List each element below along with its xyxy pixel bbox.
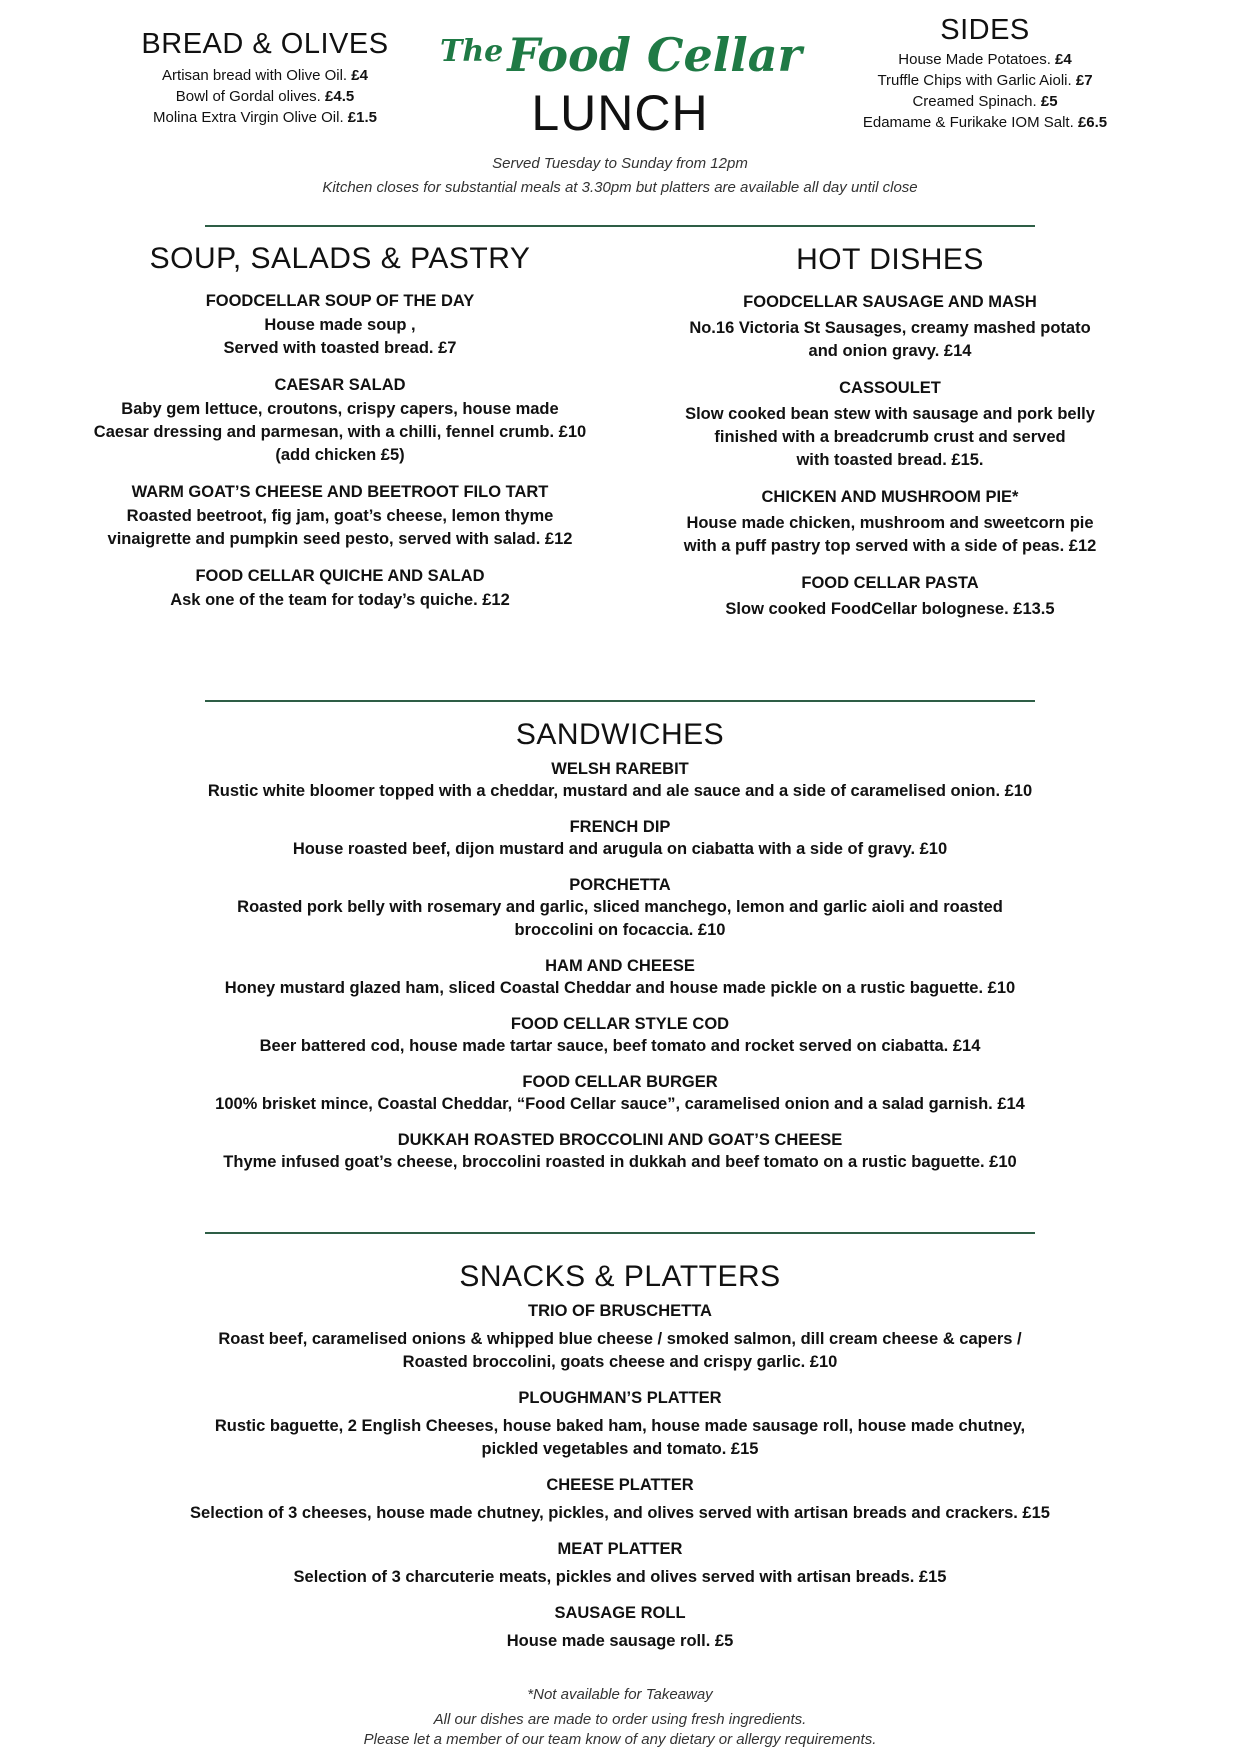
menu-item-description: Beer battered cod, house made tartar sauce, beef tomato and rocket served on ciabatta. £14 bbox=[259, 1037, 981, 1055]
menu-item-name: PORCHETTA bbox=[569, 876, 671, 894]
menu-item-description: Served with toasted bread. £7 bbox=[223, 339, 457, 357]
menu-item-description: Thyme infused goat’s cheese, broccolini roasted in dukkah and beef tomato on a rustic baguette. £10 bbox=[223, 1153, 1017, 1171]
snacks-section bbox=[60, 1260, 1180, 1666]
menu-item bbox=[60, 1071, 1180, 1116]
menu-item-name: FRENCH DIP bbox=[569, 818, 671, 836]
menu-item bbox=[60, 1013, 1180, 1058]
menu-item-name: CAESAR SALAD bbox=[274, 376, 406, 394]
menu-item-name: WELSH RAREBIT bbox=[551, 760, 689, 778]
menu-item-name: CHEESE PLATTER bbox=[546, 1476, 694, 1494]
menu-item-description: House roasted beef, dijon mustard and arugula on ciabatta with a side of gravy. £10 bbox=[292, 840, 948, 858]
sides-item: Creamed Spinach. £5 bbox=[912, 93, 1058, 110]
menu-item bbox=[60, 758, 1180, 803]
menu-item-name: FOOD CELLAR STYLE COD bbox=[510, 1015, 730, 1033]
menu-item-description: 100% brisket mince, Coastal Cheddar, “Food Cellar sauce”, caramelised onion and a salad garnish. £14 bbox=[215, 1095, 1025, 1113]
menu-item-name: PLOUGHMAN’S PLATTER bbox=[518, 1389, 722, 1407]
snacks-list bbox=[60, 1300, 1180, 1653]
hot-dishes-section bbox=[610, 243, 1170, 635]
sandwiches-title: SANDWICHES bbox=[515, 718, 725, 751]
menu-item-name: DUKKAH ROASTED BROCCOLINI AND GOAT’S CHEESE bbox=[397, 1131, 843, 1149]
menu-item-name: FOODCELLAR SOUP OF THE DAY bbox=[205, 292, 475, 310]
menu-item-description: Honey mustard glazed ham, sliced Coastal Cheddar and house made pickle on a rustic baguette. £10 bbox=[224, 979, 1016, 997]
divider bbox=[205, 225, 1035, 227]
menu-item-description: House made sausage roll. £5 bbox=[506, 1632, 734, 1650]
menu-item-description: Slow cooked bean stew with sausage and pork belly bbox=[685, 405, 1095, 423]
bread-olives-item: Artisan bread with Olive Oil. £4 bbox=[162, 67, 368, 84]
menu-item-name: TRIO OF BRUSCHETTA bbox=[528, 1302, 712, 1320]
hot-dishes-title: HOT DISHES bbox=[796, 243, 984, 276]
menu-item-description: Ask one of the team for today’s quiche. £12 bbox=[170, 591, 510, 609]
menu-item-description: Caesar dressing and parmesan, with a chilli, fennel crumb. £10 bbox=[93, 423, 587, 441]
menu-item bbox=[610, 291, 1170, 363]
menu-item-description: broccolini on focaccia. £10 bbox=[514, 921, 726, 939]
kitchen-note: Kitchen closes for substantial meals at 3.30pm but platters are available all day until close bbox=[322, 179, 918, 196]
menu-item-description: Selection of 3 charcuterie meats, pickles and olives served with artisan breads. £15 bbox=[293, 1568, 947, 1586]
menu-item bbox=[60, 955, 1180, 1000]
menu-item-description: vinaigrette and pumpkin seed pesto, served with salad. £12 bbox=[107, 530, 573, 548]
menu-item bbox=[60, 1129, 1180, 1174]
menu-item bbox=[60, 816, 1180, 861]
bread-olives-title: BREAD & OLIVES bbox=[141, 28, 389, 60]
allergy-note: Please let a member of our team know of any dietary or allergy requirements. bbox=[363, 1731, 877, 1748]
menu-item-name: CASSOULET bbox=[839, 379, 941, 397]
menu-item bbox=[60, 874, 1180, 942]
bread-olives-block bbox=[100, 28, 430, 128]
menu-item bbox=[40, 565, 640, 612]
menu-item-name: MEAT PLATTER bbox=[557, 1540, 683, 1558]
menu-item bbox=[40, 374, 640, 467]
menu-item-name: FOOD CELLAR PASTA bbox=[801, 574, 979, 592]
menu-item-description: Selection of 3 cheeses, house made chutney, pickles, and olives served with artisan breads and crackers. £15 bbox=[190, 1504, 1050, 1522]
snacks-title: SNACKS & PLATTERS bbox=[459, 1260, 781, 1293]
sides-item: House Made Potatoes. £4 bbox=[898, 51, 1072, 68]
menu-item-description: Roast beef, caramelised onions & whipped blue cheese / smoked salmon, dill cream cheese & capers / bbox=[218, 1330, 1022, 1348]
menu-item-name: SAUSAGE ROLL bbox=[554, 1604, 686, 1622]
header bbox=[440, 28, 800, 142]
menu-item-name: HAM AND CHEESE bbox=[545, 957, 695, 975]
menu-item-name: WARM GOAT’S CHEESE AND BEETROOT FILO TART bbox=[131, 483, 549, 501]
menu-item-description: Rustic baguette, 2 English Cheeses, house baked ham, house made sausage roll, house made chutney, bbox=[214, 1417, 1026, 1435]
menu-item-description: Baby gem lettuce, croutons, crispy capers, house made bbox=[121, 400, 559, 418]
menu-item-description: Roasted pork belly with rosemary and garlic, sliced manchego, lemon and garlic aioli and roasted bbox=[237, 898, 1003, 916]
takeaway-note: *Not available for Takeaway bbox=[527, 1686, 713, 1703]
sides-item: Edamame & Furikake IOM Salt. £6.5 bbox=[862, 114, 1108, 131]
menu-item-description: Roasted beetroot, fig jam, goat’s cheese, lemon thyme bbox=[126, 507, 554, 525]
fresh-note: All our dishes are made to order using fresh ingredients. bbox=[433, 1711, 807, 1728]
menu-item-description: finished with a breadcrumb crust and served bbox=[714, 428, 1066, 446]
brand-logo: $^{The}$Food Cellar bbox=[440, 28, 802, 82]
menu-item-description: Roasted broccolini, goats cheese and crispy garlic. £10 bbox=[402, 1353, 838, 1371]
menu-item bbox=[610, 486, 1170, 558]
menu-item-name: CHICKEN AND MUSHROOM PIE* bbox=[761, 488, 1019, 506]
menu-item-name: FOOD CELLAR BURGER bbox=[522, 1073, 718, 1091]
bread-olives-item: Bowl of Gordal olives. £4.5 bbox=[175, 88, 355, 105]
hot-dishes-list bbox=[610, 291, 1170, 621]
menu-item-description: House made soup , bbox=[264, 316, 416, 334]
menu-item-description: Rustic white bloomer topped with a cheddar, mustard and ale sauce and a side of caramelised onion. £10 bbox=[207, 782, 1033, 800]
sandwiches-section bbox=[60, 718, 1180, 1187]
divider bbox=[205, 1232, 1035, 1234]
menu-item bbox=[40, 481, 640, 551]
menu-item bbox=[610, 572, 1170, 621]
menu-item bbox=[60, 1300, 1180, 1374]
menu-item-name: FOOD CELLAR QUICHE AND SALAD bbox=[195, 567, 485, 585]
sides-item: Truffle Chips with Garlic Aioli. £7 bbox=[877, 72, 1093, 89]
bread-olives-item: Molina Extra Virgin Olive Oil. £1.5 bbox=[153, 109, 377, 126]
sandwiches-list bbox=[60, 758, 1180, 1174]
menu-item bbox=[60, 1602, 1180, 1653]
menu-item-description: (add chicken £5) bbox=[275, 446, 405, 464]
menu-item-name: FOODCELLAR SAUSAGE AND MASH bbox=[743, 293, 1037, 311]
menu-item bbox=[60, 1538, 1180, 1589]
sides-block bbox=[830, 14, 1140, 133]
menu-item-description: pickled vegetables and tomato. £15 bbox=[481, 1440, 759, 1458]
menu-item-description: with a puff pastry top served with a side of peas. £12 bbox=[683, 537, 1097, 555]
menu-item bbox=[40, 290, 640, 360]
menu-item bbox=[60, 1474, 1180, 1525]
menu-item-description: House made chicken, mushroom and sweetcorn pie bbox=[686, 514, 1094, 532]
soup-salads-title: SOUP, SALADS & PASTRY bbox=[149, 242, 531, 275]
sides-title: SIDES bbox=[940, 14, 1030, 46]
soup-salads-list bbox=[40, 290, 640, 612]
menu-item bbox=[610, 377, 1170, 472]
menu-item-description: Slow cooked FoodCellar bolognese. £13.5 bbox=[725, 600, 1055, 618]
soup-salads-section bbox=[40, 242, 640, 626]
divider bbox=[205, 700, 1035, 702]
page-title: LUNCH bbox=[531, 85, 709, 141]
served-note: Served Tuesday to Sunday from 12pm bbox=[492, 155, 748, 172]
menu-item-description: and onion gravy. £14 bbox=[808, 342, 972, 360]
menu-item-description: No.16 Victoria St Sausages, creamy mashed potato bbox=[689, 319, 1091, 337]
menu-item bbox=[60, 1387, 1180, 1461]
menu-item-description: with toasted bread. £15. bbox=[796, 451, 984, 469]
